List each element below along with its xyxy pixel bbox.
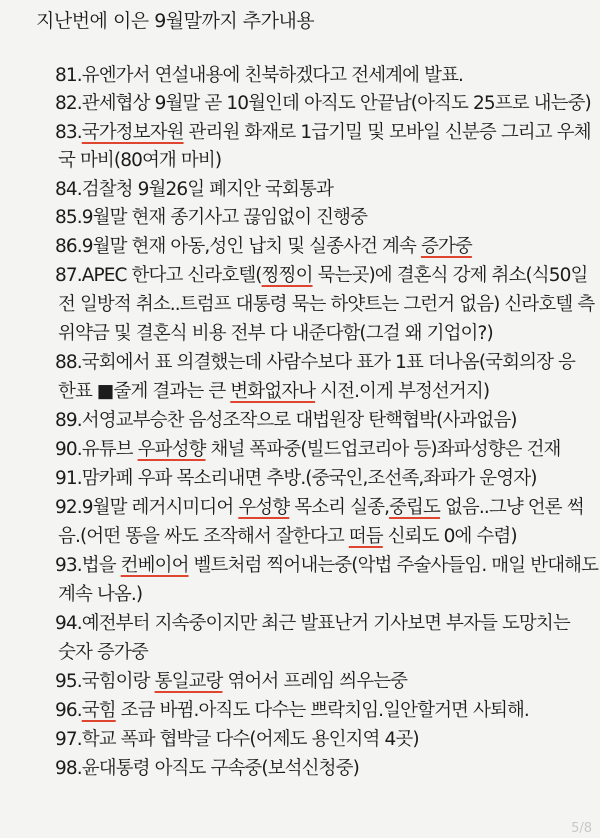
item-text: 엮어서 프레임 씌우는중 — [222, 671, 408, 692]
underlined-text: 변화없자나 — [230, 381, 316, 402]
underlined-text: 컨베이어 — [120, 555, 189, 576]
list-item — [55, 699, 529, 723]
item-text: 94.예전부터 지속중이지만 최근 발표난거 기사보면 부자들 도망치는 — [55, 613, 570, 634]
item-text: 93.법을 — [55, 555, 121, 576]
underlined-text: 통일교랑 — [154, 671, 223, 692]
list-item — [55, 351, 575, 375]
item-text: 시전.이게 부정선거지) — [315, 381, 490, 402]
list-item — [58, 641, 148, 665]
list-item — [55, 206, 367, 230]
underlined-text: 우파성향 — [137, 439, 206, 460]
item-text: 91.맘카페 우파 목소리내면 추방.(중국인,조선족,좌파가 운영자) — [55, 468, 537, 489]
item-text: 벨트처럼 찍어내는중(악법 주술사들임. 매일 반대해도 — [188, 555, 599, 576]
list-item — [55, 612, 570, 636]
list-item — [58, 149, 221, 173]
item-text: 98.윤대통령 아직도 구속중(보석신청중) — [55, 758, 359, 779]
item-text: 국 마비(80여개 마비) — [58, 150, 222, 171]
item-text: 96. — [55, 700, 82, 721]
list-item — [55, 670, 407, 694]
item-text: 한표 ■줄게 결과는 큰 — [58, 381, 231, 402]
underlined-text: 떠듬 — [348, 526, 383, 547]
underlined-text: 국가정보자원 — [81, 122, 184, 143]
item-text: 신뢰도 0에 수렴) — [382, 526, 517, 547]
item-text: 89.서영교부승찬 음성조작으로 대법원장 탄핵협박(사과없음) — [55, 410, 517, 431]
item-text: 관리원 화재로 1급기밀 및 모바일 신분증 그리고 우체 — [183, 122, 591, 143]
list-item — [58, 293, 594, 317]
item-text: 92.9월말 레거시미디어 — [55, 497, 239, 518]
item-text: 85.9월말 현재 종기사고 끊임없이 진행중 — [55, 207, 368, 228]
underlined-text: 찡찡이 — [261, 265, 313, 286]
item-text: 채널 폭파중(빌드업코리아 등)좌파성향은 건재 — [205, 439, 561, 460]
page-indicator: 5/8 — [571, 821, 592, 836]
item-text: 숫자 증가중 — [58, 642, 148, 663]
item-text: 87.APEC 한다고 신라호텔( — [55, 265, 262, 286]
list-item — [55, 92, 591, 116]
item-text: 84.검찰청 9월26일 폐지안 국회통과 — [55, 179, 333, 200]
list-item — [55, 64, 463, 88]
list-item — [55, 178, 333, 202]
list-item — [58, 380, 489, 404]
underlined-text: 증가중 — [420, 236, 472, 257]
list-item — [55, 757, 359, 781]
item-text: 목소리 실종, — [289, 497, 390, 518]
item-text: 86.9월말 현재 아동,성인 납치 및 실종사건 계속 — [55, 236, 421, 257]
page-heading: 지난번에 이은 9월말까지 추가내용 — [36, 10, 315, 32]
item-text: 계속 나옴.) — [58, 584, 143, 605]
list-item — [55, 554, 598, 578]
item-text: 95.국힘이랑 — [55, 671, 155, 692]
list-item — [55, 409, 517, 433]
item-text: 조금 바뀜.아직도 다수는 쁘락치임.일안할거면 사퇴해. — [115, 700, 529, 721]
item-text: 묵는곳)에 결혼식 강제 취소(식50일 — [312, 265, 588, 286]
item-text: 없음..그냥 언론 썩 — [439, 497, 584, 518]
list-item — [58, 525, 517, 549]
list-item — [55, 121, 591, 145]
list-item — [55, 264, 587, 288]
list-item — [55, 728, 419, 752]
item-text: 82.관세협상 9월말 곧 10월인데 아직도 안끝남(아직도 25프로 내는중) — [55, 93, 591, 114]
item-text: 97.학교 폭파 협박글 다수(어제도 용인지역 4곳) — [55, 729, 419, 750]
list-item — [55, 467, 537, 491]
list-item — [55, 235, 472, 259]
item-text: 81.유엔가서 연설내용에 친북하겠다고 전세계에 발표. — [55, 65, 464, 86]
underlined-text: 우성향 — [238, 497, 290, 518]
item-text: 88.국회에서 표 의결했는데 사람수보다 표가 1표 더나옴(국회의장 응 — [55, 352, 576, 373]
item-text: 90.유튜브 — [55, 439, 138, 460]
item-text: 83. — [55, 122, 82, 143]
underlined-text: 국힘 — [81, 700, 116, 721]
item-text: 위약금 및 결혼식 비용 전부 다 내준다함(그걸 왜 기업이?) — [58, 323, 493, 344]
list-item — [58, 583, 142, 607]
list-item — [55, 496, 584, 520]
item-text: 전 일방적 취소..트럼프 대통령 묵는 하얏트는 그런거 없음) 신라호텔 측 — [58, 294, 595, 315]
list-item — [55, 438, 561, 462]
list-item — [58, 322, 493, 346]
underlined-text: 중립도 — [389, 497, 440, 518]
item-text: 음.(어떤 똥을 싸도 조작해서 잘한다고 — [58, 526, 349, 547]
